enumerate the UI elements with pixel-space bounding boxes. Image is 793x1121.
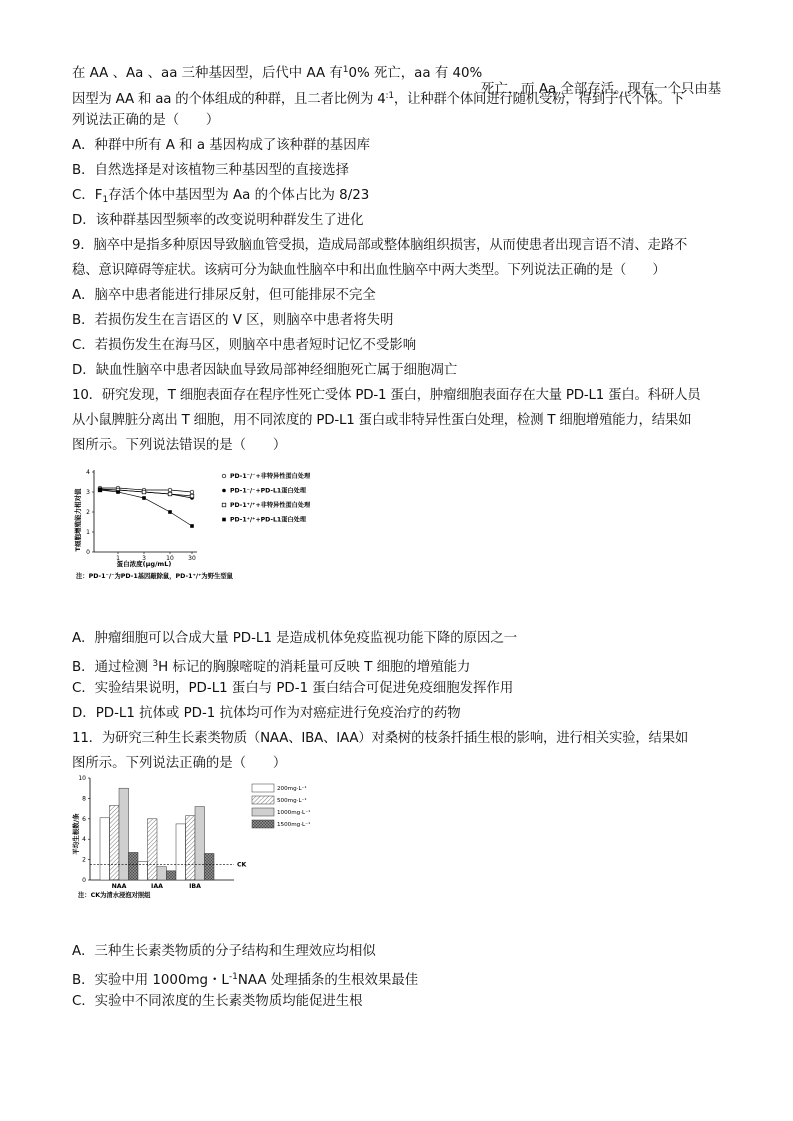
chart2-category-label: IBA: [189, 883, 201, 890]
q8-l2-a: 因型为 AA 和 aa 的个体组成的种群，且二者比例为 4: [72, 92, 386, 107]
chart1-y-tick-label: 3: [86, 489, 90, 496]
chart1-axes: [86, 469, 197, 562]
q8-option-b: B．自然选择是对该植物三种基因型的直接选择: [72, 163, 349, 178]
chart2-y-tick-label: 6: [82, 815, 86, 823]
chart1-x-tick-label: 30: [188, 555, 196, 562]
chart1-point: [168, 488, 172, 492]
chart2-legend-swatch: [252, 796, 274, 804]
chart2-bars: [90, 788, 247, 880]
chart2-y-tick-label: 10: [78, 775, 86, 782]
chart1-point: [190, 494, 194, 498]
q11-option-b: [72, 968, 418, 990]
chart2-ylabel: 平均生根数/条: [72, 813, 80, 855]
chart1-note: 注：PD-1⁻/⁻为PD-1基因敲除鼠，PD-1⁺/⁺为野生型鼠: [76, 573, 233, 580]
chart2-bar: [167, 871, 177, 880]
q8-sup: 1: [342, 65, 349, 75]
q8-line-3: 列说法正确的是（ ）: [72, 113, 220, 128]
q11-optb-sup: -1: [228, 972, 238, 982]
chart1-x-tick-label: 10: [166, 555, 174, 562]
q8-l2-sup: :1: [385, 91, 394, 101]
q9-option-a: A．脑卒中患者能进行排尿反射，但可能排尿不完全: [72, 288, 376, 303]
chart1-point: [222, 518, 226, 522]
figure-rooting-bars: [72, 772, 322, 906]
chart1-xlabel: 蛋白浓度(μg/mL): [116, 560, 172, 568]
chart2-legend-label: 500mg·L⁻¹: [277, 798, 307, 804]
chart2-bar: [100, 818, 110, 880]
chart1-point: [142, 496, 146, 500]
q8-optc-a: C．F: [72, 188, 103, 203]
q8-text-a: 在 AA 、Aa 、aa 三种基因型，后代中 AA 有: [72, 66, 343, 81]
q11-optb-a: B．实验中用 1000mg・L: [72, 973, 229, 988]
chart1-y-tick-label: 4: [86, 469, 90, 476]
chart2-bar: [138, 862, 148, 880]
chart2-bar: [119, 788, 129, 880]
q11-line-2: 图所示。下列说法正确的是（ ）: [72, 756, 287, 771]
rooting-bar-chart: [72, 772, 322, 902]
chart1-legend-label: PD-1⁻/⁻+PD-L1蛋白处理: [230, 487, 306, 495]
chart2-legend-swatch: [252, 808, 274, 816]
chart1-point: [168, 492, 172, 496]
q11-line-1: 11．为研究三种生长素类物质（NAA、IBA、IAA）对桑树的枝条扦插生根的影响，进行相关实验，结果如: [72, 731, 689, 746]
chart2-ck-label: CK: [237, 861, 247, 869]
chart1-legend-label: PD-1⁻/⁻+非特异性蛋白处理: [230, 473, 311, 481]
q8-line-2: [72, 87, 684, 109]
q9-option-b: B．若损伤发生在言语区的 V 区，则脑卒中患者将失明: [72, 313, 394, 328]
chart2-y-tick-label: 0: [82, 877, 86, 884]
chart2-bar: [157, 867, 167, 880]
q8-l2-b: ，让种群个体间进行随机受粉，得到子代个体。下: [393, 92, 685, 107]
chart1-point: [222, 489, 226, 493]
chart2-bar: [110, 806, 120, 880]
chart1-ylabel: T细胞增殖能力相对值: [74, 488, 82, 552]
chart2-legend-swatch: [252, 820, 274, 828]
q8-option-a: A．种群中所有 A 和 a 基因构成了该种群的基因库: [72, 138, 370, 153]
q8-line-1: [72, 61, 482, 83]
chart1-point: [222, 474, 226, 478]
q8-overlap-text: 死亡，而 Aa 全部存活。现有一个只由基: [481, 82, 722, 97]
q10-optb-a: B．通过检测: [72, 660, 153, 675]
chart1-point: [190, 490, 194, 494]
chart1-legend-label: PD-1⁺/⁺+PD-L1蛋白处理: [230, 516, 306, 524]
chart2-category-label: NAA: [111, 883, 127, 890]
chart1-y-tick-label: 0: [86, 549, 90, 556]
chart1-x-tick-label: 1: [116, 555, 120, 562]
q8-option-c: [72, 187, 369, 209]
q10-line-3: 图所示。下列说法错误的是（ ）: [72, 438, 287, 453]
chart2-legend-label: 200mg·L⁻¹: [277, 786, 307, 792]
chart2-bar: [148, 819, 158, 880]
chart1-point: [222, 503, 226, 507]
q11-optb-b: NAA 处理插条的生根效果最佳: [237, 973, 419, 988]
q10-optb-b: H 标记的胸腺嘧啶的消耗量可反映 T 细胞的增殖能力: [158, 660, 471, 675]
q10-option-a: A．肿瘤细胞可以合成大量 PD-L1 是造成机体免疫监视功能下降的原因之一: [72, 631, 518, 646]
chart2-y-tick-label: 4: [82, 836, 86, 844]
chart1-legend: [222, 472, 311, 524]
q9-line-1: 9．脑卒中是指多种原因导致脑血管受损，造成局部或整体脑组织损害，从而使患者出现言语不清、走路不: [72, 238, 688, 253]
q10-option-c: C．实验结果说明，PD-L1 蛋白与 PD-1 蛋白结合可促进免疫细胞发挥作用: [72, 681, 514, 696]
chart1-y-tick-label: 2: [86, 509, 90, 516]
chart1-marks: [98, 486, 194, 528]
chart1-point: [142, 490, 146, 494]
q9-line-2: 稳、意识障碍等症状。该病可分为缺血性脑卒中和出血性脑卒中两大类型。下列说法正确的是（ ）: [72, 263, 666, 278]
chart2-note: 注：CK为清水浸泡对照组: [78, 892, 151, 899]
chart1-y-tick-label: 1: [86, 529, 90, 536]
chart2-legend: [252, 784, 310, 828]
q11-option-c: C．实验中不同浓度的生长素类物质均能促进生根: [72, 994, 363, 1009]
chart2-bar: [205, 853, 215, 880]
chart1-x-tick-label: 3: [142, 555, 146, 562]
q9-option-c: C．若损伤发生在海马区，则脑卒中患者短时记忆不受影响: [72, 338, 417, 353]
q8-optc-b: 存活个体中基因型为 Aa 的个体占比为 8/23: [108, 188, 370, 203]
chart2-legend-label: 1000mg·L⁻¹: [277, 810, 311, 816]
q10-optb-sup: 3: [152, 659, 159, 669]
q8-text-b: 0% 死亡，aa 有 40%: [348, 66, 483, 81]
chart1-point: [168, 510, 172, 514]
chart2-category-label: IAA: [151, 883, 163, 890]
chart2-bar: [176, 824, 186, 880]
chart1-legend-label: PD-1⁺/⁺+非特异性蛋白处理: [230, 502, 311, 510]
chart2-legend-label: 1500mg·L⁻¹: [277, 822, 311, 828]
chart1-point: [98, 488, 102, 492]
chart2-bar: [186, 816, 196, 880]
chart1-point: [116, 490, 120, 494]
tcell-line-chart: [72, 462, 372, 587]
q9-option-d: D．缺血性脑卒中患者因缺血导致局部神经细胞死亡属于细胞凋亡: [72, 363, 458, 378]
q10-option-d: D．PD-L1 抗体或 PD-1 抗体均可作为对癌症进行免疫治疗的药物: [72, 706, 461, 721]
q10-line-1: 10．研究发现，T 细胞表面存在程序性死亡受体 PD-1 蛋白，肿瘤细胞表面存在大量 PD-L1 蛋白。科研人员: [72, 388, 701, 403]
chart2-legend-swatch: [252, 784, 274, 792]
q10-option-b: [72, 655, 470, 677]
q8-option-d: D．该种群基因型频率的改变说明种群发生了进化: [72, 213, 364, 228]
q10-line-2: 从小鼠脾脏分离出 T 细胞，用不同浓度的 PD-L1 蛋白或非特异性蛋白处理，检测 T 细胞增殖能力，结果如: [72, 413, 692, 428]
chart2-bar: [195, 807, 205, 880]
q11-option-a: A．三种生长素类物质的分子结构和生理效应均相似: [72, 944, 376, 959]
figure-tcell-proliferation: [72, 462, 372, 591]
chart2-bar: [129, 852, 139, 880]
chart2-y-tick-label: 2: [82, 856, 86, 864]
q8-optc-sub: 1: [102, 195, 109, 205]
chart1-point: [190, 524, 194, 528]
chart2-y-tick-label: 8: [82, 795, 86, 803]
